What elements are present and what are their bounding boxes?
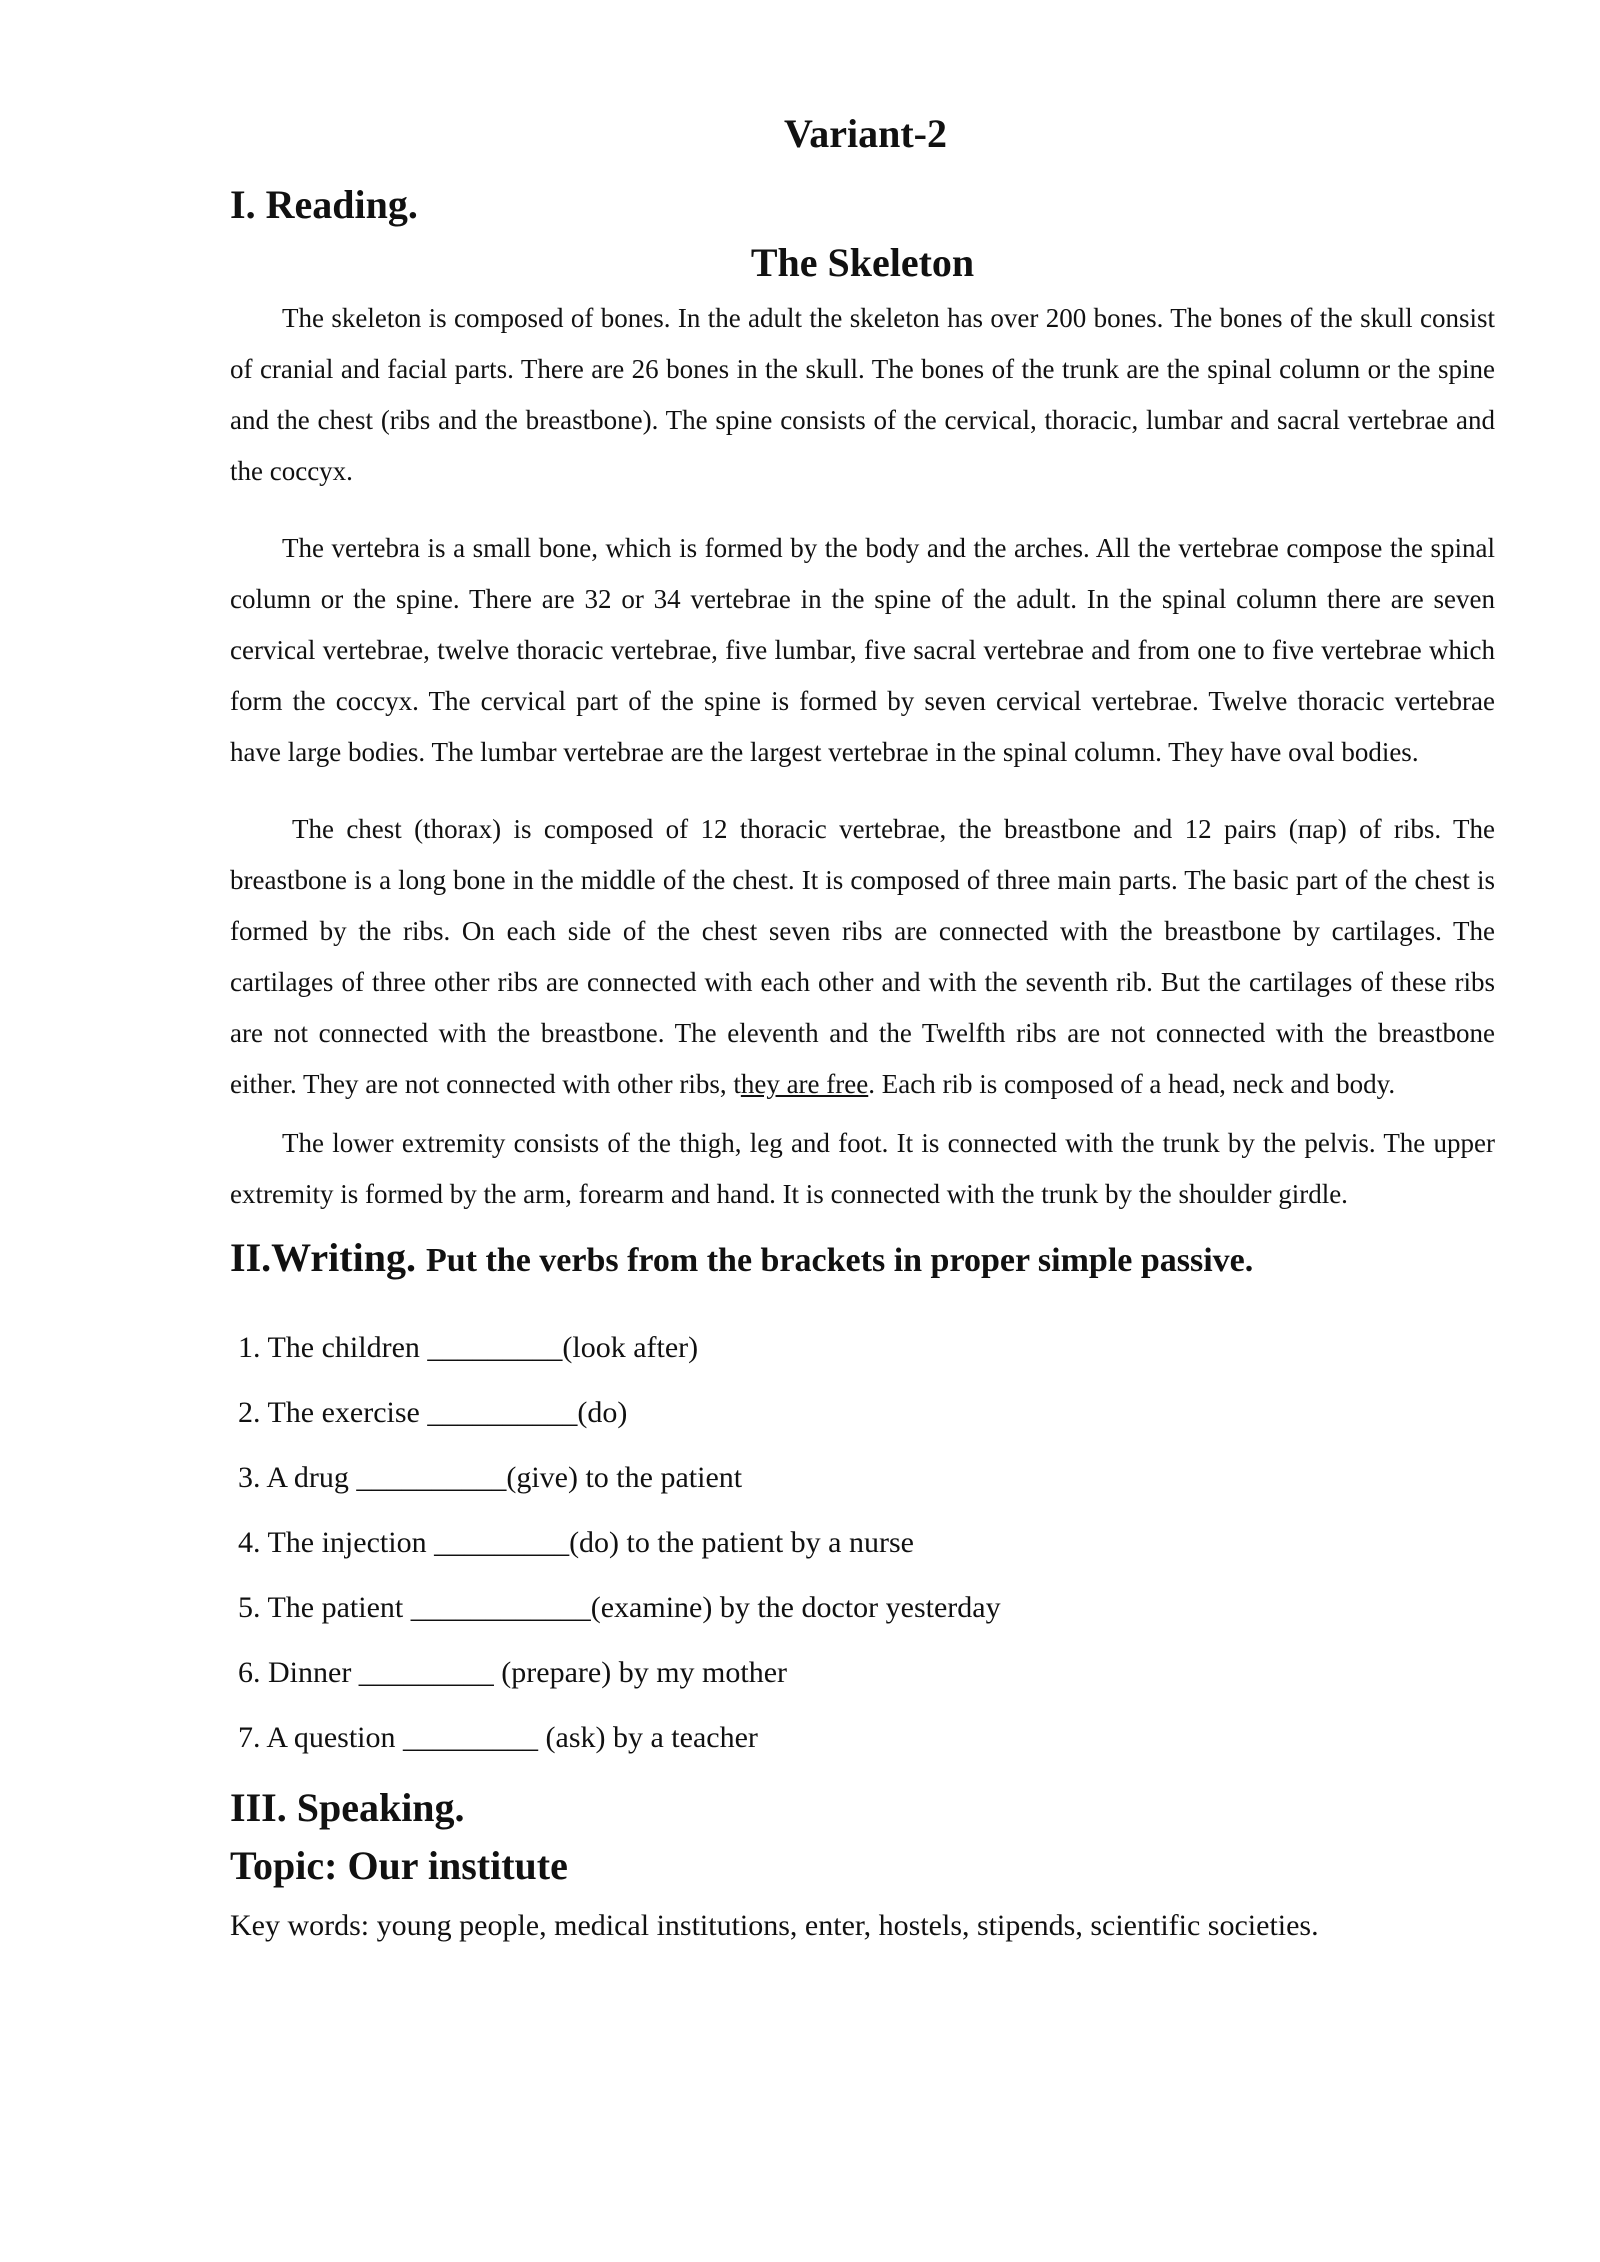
exercise-item-2: 2. The exercise __________(do) <box>238 1396 628 1429</box>
reading-heading: I. Reading. <box>230 182 418 227</box>
document-page <box>230 110 1495 1948</box>
exercise-item-7: 7. A question _________ (ask) by a teacher <box>238 1721 758 1754</box>
exercise-item-1: 1. The children _________(look after) <box>238 1331 699 1364</box>
speaking-heading: III. Speaking. <box>230 1785 465 1830</box>
reading-paragraph-2: The vertebra is a small bone, which is formed by the body and the arches. All the vertebrae compose the spinal column or the spine. There are 32 or 34 vertebrae in the spine of the adult. In the spinal column there are seven cervical vertebrae, twelve thoracic vertebrae, five lumbar, five sacral vertebrae and from one to five vertebrae which form the coccyx. The cervical part of the spine is formed by seven cervical vertebrae. Twelve thoracic vertebrae have large bodies. The lumbar vertebrae are the largest vertebrae in the spinal column. They have oval bodies. <box>230 533 1495 767</box>
variant-title: Variant-2 <box>784 111 947 156</box>
speaking-topic: Topic: Our institute <box>230 1843 568 1888</box>
paragraph-3-ending: . Each rib is composed of a head, neck and body. <box>868 1069 1396 1099</box>
writing-instruction: Put the verbs from the brackets in proper simple passive. <box>425 1242 1254 1279</box>
exercise-item-5: 5. The patient ____________(examine) by the doctor yesterday <box>238 1591 1001 1624</box>
reading-paragraph-3 <box>230 804 1495 1110</box>
reading-paragraph-4: The lower extremity consists of the thigh, leg and foot. It is connected with the trunk by the pelvis. The upper extremity is formed by the arm, forearm and hand. It is connected with the trunk by the shoulder girdle. <box>230 1128 1495 1209</box>
reading-text-title: The Skeleton <box>750 240 975 285</box>
exercise-item-4: 4. The injection _________(do) to the patient by a nurse <box>238 1526 914 1559</box>
paragraph-3-text: The chest (thorax) is composed of 12 thoracic vertebrae, the breastbone and 12 pairs (пар) of ribs. The breastbone is a long bone in the middle of the chest. It is composed of three main parts. The basic part of the chest is formed by the ribs. On each side of the chest seven ribs are connected with the breastbone by cartilages. The cartilages of three other ribs are connected with each other and with the seventh rib. But the cartilages of these ribs are not connected with the breastbone. The eleventh and the Twelfth ribs are not connected with the breastbone either. They are not connected with other ribs, t <box>230 814 1495 1099</box>
speaking-keywords: Key words: young people, medical institutions, enter, hostels, stipends, scientific societies. <box>230 1909 1319 1942</box>
writing-heading <box>230 1234 1495 1285</box>
exercise-list <box>230 1315 1495 1770</box>
writing-heading-label: II.Writing. <box>230 1235 416 1280</box>
exercise-item-6: 6. Dinner _________ (prepare) by my mother <box>238 1656 788 1689</box>
reading-paragraph-1: The skeleton is composed of bones. In the adult the skeleton has over 200 bones. The bones of the skull consist of cranial and facial parts. There are 26 bones in the skull. The bones of the trunk are the spinal column or the spine and the chest (ribs and the breastbone). The spine consists of the cervical, thoracic, lumbar and sacral vertebrae and the coccyx. <box>230 303 1495 486</box>
exercise-item-3: 3. A drug __________(give) to the patient <box>238 1461 743 1494</box>
underlined-phrase: hey are free <box>740 1069 869 1099</box>
